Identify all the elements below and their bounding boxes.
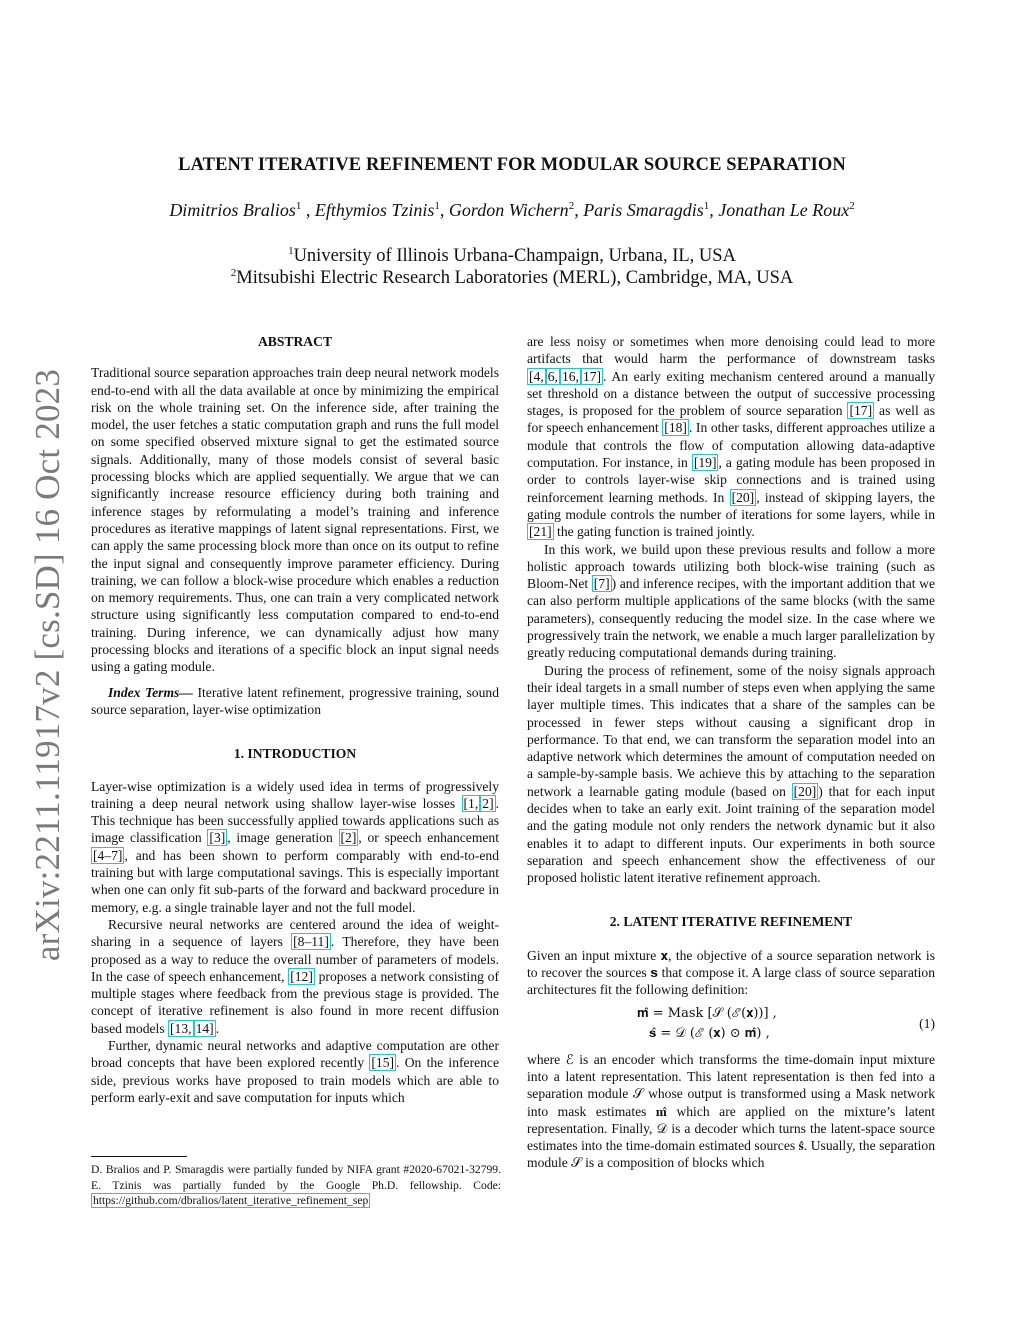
affiliation-2: $^2$Mitsubishi Electric Research Laboratories (MERL), Cambridge, MA, USA [230,267,794,288]
index-terms-label: Index Terms— [108,684,193,700]
citation-link[interactable]: [1, [463,795,479,811]
intro-paragraph-2: Recursive neural networks are centered around the idea of weight-sharing in a sequence of layers [8–11] . Therefore, they have been proposed as a way to reduce the overall number of parameters of models. In the case of speech enhancement, [12] proposes a network consisting of multiple stages where feedback from the previous stage is provided. The concept of iterative refinement is also found in more recent diffusion based models [13, 14] . [91,916,499,1036]
citation-link[interactable]: [3] [209,830,226,846]
author-list: Dimitrios Bralios$^1$ , Efthymios Tzinis$^1$, Gordon Wichern$^2$, Paris Smaragdis$^1$, Jonathan Le Roux$^2$ [169,200,855,220]
intro-paragraph-1: Layer-wise optimization is a widely used idea in terms of progressively training a deep neural network using shallow layer-wise losses [1, 2] . This technique has been successfully applied towards applications such as image classification [3] , image generation [2] , or speech enhancement [4–7] , and has been shown to perform comparably with end-to-end training but with large computational savings. This is especially important when one can only fit sub-parts of the forward and backward procedure in memory, e.g. a single trainable layer and not the full model. [91,778,499,915]
author-name: Gordon Wichern [448,200,569,220]
index-terms: Index Terms— Iterative latent refinement, progressive training, sound source separation, layer-wise optimization [91,684,499,717]
citation-link[interactable]: 17] [582,368,602,384]
citation-link[interactable]: [2] [340,830,357,846]
intro-paragraph-3: Further, dynamic neural networks and adaptive computation are other broad concepts that have been explored recently [15] . On the inference side, previous works have proposed to train models which are able to perform early-exit and save computation for inputs which [91,1037,499,1105]
citation-link[interactable]: 6, [547,368,558,384]
author-name: Dimitrios Bralios [169,200,296,220]
author-name: Efthymios Tzinis [314,200,435,220]
author-name: Jonathan Le Roux [718,200,850,220]
intro-paragraph-4: In this work, we build upon these previous results and follow a more holistic approach towards utilizing both block-wise training (such as Bloom-Net [7] ) and inference recipes, with the important addition that we can also perform multiple applications of the same blocks (with the same parameters), consequently reducing the model size. In the case where we progressively train the network, we enable a much larger parallelization by greatly reducing computational demands during training. [527,541,935,661]
equation-line-mask: 𝐦̂ = Mask [𝒮 (ℰ(𝐱))] , [637,1005,777,1021]
code-repository-link[interactable]: https://github.com/dbralios/latent_iterative_refinement_sep [93,1194,369,1207]
intro-paragraph-3-continued: are less noisy or sometimes when more denoising could lead to more artifacts that would harm the performance of downstream tasks [4, 6, 16, 17] . An early exiting mechanism centered around a manually set threshold on a distance between the output of successive processing stages, is proposed for the problem of source separation [17] as well as for speech enhancement [18] . In other tasks, different approaches utilize a module that controls the flow of computation allowing data-adaptive computation. For instance, in [19] , a gating module has been proposed in order to controls layer-wise skip connections and is trained using reinforcement learning methods. In [20] , instead of skipping layers, the gating module controls the number of iterations for some layers, while in [21] the gating function is trained jointly. [527,334,935,540]
left-column [91,333,499,1106]
author-affiliation-mark: 1 [703,200,710,212]
arxiv-identifier-margin [28,360,68,970]
citation-link[interactable]: [20] [793,783,817,799]
equation-1 [527,1005,935,1045]
arxiv-id: arXiv:2211.11917v2 [cs.SD] 16 Oct 2023 [28,368,68,962]
citation-link[interactable]: [13, [170,1020,192,1036]
author-affiliation-mark: 1 [295,200,302,212]
author-affiliation-mark: 2 [568,200,575,212]
author-affiliation-mark: 1 [434,200,440,212]
equation-number: (1) [919,1015,935,1031]
affiliation-1: $^1$University of Illinois Urbana-Champaign, Urbana, IL, USA [288,245,736,266]
section-heading-introduction: 1. INTRODUCTION [233,746,357,762]
footnote-divider [91,1156,187,1157]
author-affiliation-mark: 2 [849,200,855,212]
citation-link[interactable]: 14] [195,1020,214,1036]
abstract-heading: ABSTRACT [257,334,333,349]
intro-paragraph-5: During the process of refinement, some of the noisy signals approach their ideal targets in a small number of steps even when applying the same layer multiple times. This indicates that a share of the samples can be processed in fewer steps without causing a significant drop in performance. To that end, we can transform the separation model into an adaptive network which determines the amount of computation needed on a sample-by-sample basis. We achieve this by attaching to the separation network a learnable gating module (based on [20] ) that for each input decides when to take an early exit. Joint training of the separation model and the gating module not only renders the network dynamic but it also enables it to adapt to different inputs. Our experiments in both source separation and speech enhancement show the effectiveness of our proposed holistic latent iterative refinement approach. [527,662,935,886]
citation-link[interactable]: 16, [561,368,579,384]
citation-link[interactable]: [20] [731,489,755,505]
citation-link[interactable]: 2] [482,795,494,811]
abstract-text: Traditional source separation approaches train deep neural network models end-to-end with all the data available at once by minimizing the empirical risk on the whole training set. On the inference side, after training the model, the user fetches a static computation graph and runs the full model on some specified observed mixture signal to get the estimated source signals. Additionally, many of those models consist of several basic processing blocks which are applied sequentially. We argue that we can significantly increase resource efficiency during both training and inference stages by reformulating a model’s training and inference procedures as iterative mappings of latent signal representations. First, we can apply the same processing block more than once on its output to refine the input signal and consequently improve parameter efficiency. During training, we can follow a block-wise procedure which enables a reduction on memory requirements. Thus, one can train a very complicated network structure using significantly less computation compared to end-to-end training. During inference, we can dynamically adjust how many processing blocks and iterations of a specific block an input signal needs using a gating module. [91,365,499,675]
equation-line-decoder: 𝐬̂ = 𝒟 (ℰ (𝐱) ⊙ 𝐦̂) , [649,1025,770,1041]
citation-link[interactable]: [15] [371,1055,395,1071]
section-heading-latent-iterative-refinement: 2. LATENT ITERATIVE REFINEMENT [609,913,853,929]
citation-link[interactable]: [8–11] [293,934,329,950]
section2-paragraph-1: Given an input mixture 𝐱, the objective of a source separation network is to recover the sources 𝐬 that compose it. A large class of source separation architectures fit the following definition: [527,947,935,998]
citation-link[interactable]: [21] [529,524,552,540]
citation-link[interactable]: [19] [693,455,717,471]
paper-title: LATENT ITERATIVE REFINEMENT FOR MODULAR SOURCE SEPARATION [178,155,846,175]
footnote: D. Bralios and P. Smaragdis were partially funded by NIFA grant #2020-67021-32799. E. Tzinis was partially funded by the Google Ph.D. fellowship. Code: https://github.com/dbralios/latent_iterative_refinement_sep [91,1163,501,1207]
citation-link[interactable]: [4, [529,368,544,384]
citation-link[interactable]: [7] [593,576,610,592]
citation-link[interactable]: [17] [849,403,873,419]
section2-paragraph-2: where ℰ is an encoder which transforms the time-domain input mixture into a latent representation. This latent representation is then fed into a separation module 𝒮 whose output is transformed using a Mask network into mask estimates 𝐦̂ which are applied on the mixture’s latent representation. Finally, 𝒟 is a decoder which turns the latent-space source estimates into the time-domain estimated sources 𝐬̂. Usually, the separation module 𝒮 is a composition of blocks which [527,1051,935,1171]
author-name: Paris Smaragdis [583,200,704,220]
citation-link[interactable]: [12] [290,968,313,984]
right-column [527,333,935,1172]
citation-link[interactable]: [4–7] [93,847,123,863]
citation-link[interactable]: [18] [664,420,687,436]
